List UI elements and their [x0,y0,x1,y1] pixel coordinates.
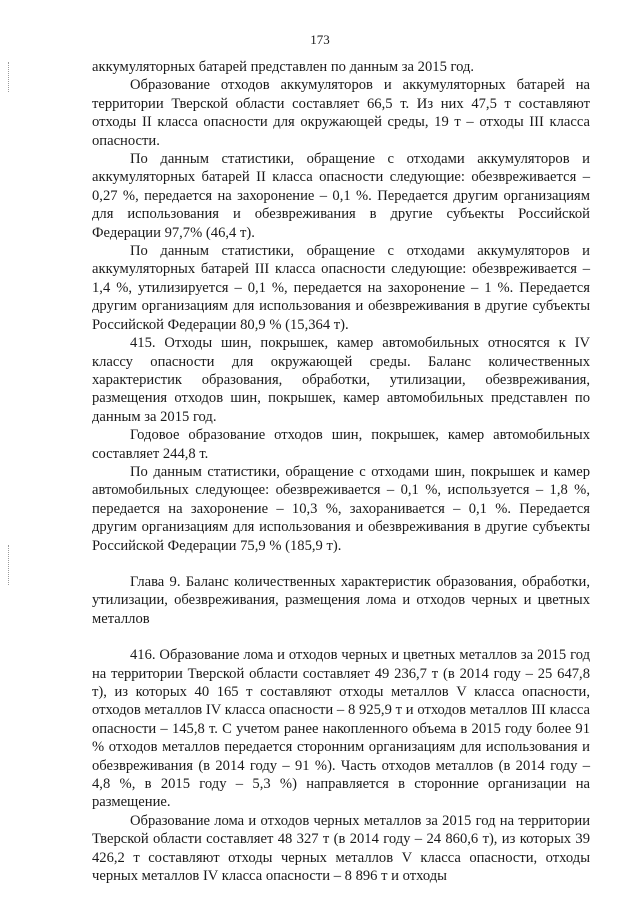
page-number: 173 [310,32,330,47]
left-margin-mark-lower [8,545,10,585]
paragraph-battery-class-2: По данным статистики, обращение с отходами аккумуляторов и аккумуляторных батарей II класса опасности следующие: обезвреживается – 0,27 %, передается на захоронение – 0,1 %. Передается другим организациям для использования и обезвреживания в другие субъекты Российской Федерации 97,7% (46,4 т). [92,151,590,241]
paragraph-battery-class-3: По данным статистики, обращение с отходами аккумуляторов и аккумуляторных батарей III класса опасности следующие: обезвреживается – 1,4 %, утилизируется – 0,1 %, передается на захоронение – 1 %. Передается другим организациям для использования и обезвреживания в другие субъекты Российской Федерации 80,9 % (15,364 т). [92,243,590,333]
paragraph-continuation: аккумуляторных батарей представлен по данным за 2015 год. [92,59,475,75]
paragraph-ferrous-metals: Образование лома и отходов черных металлов за 2015 год на территории Тверской области составляет 48 327 т (в 2014 году – 24 860,6 т), из которых 39 426,2 т составляют отходы черных металлов V класса опасности, отходы черных металлов IV класса опасности – 8 896 т и отходы [92,812,590,885]
paragraph-tires-annual: Годовое образование отходов шин, покрышек, камер автомобильных составляет 244,8 т. [92,427,590,462]
paragraph-415-tires: 415. Отходы шин, покрышек, камер автомобильных относятся к IV классу опасности для окружающей среды. Баланс количественных характеристик образования, обработки, утилизации, обезвреживания, размещения отходов шин, покрышек, камер автомобильных представлен по данным за 2015 год. [92,335,590,425]
paragraph-battery-waste-total: Образование отходов аккумуляторов и аккумуляторных батарей на территории Тверской области составляет 66,5 т. Из них 47,5 т составляют отходы II класса опасности для окружающей среды, 19 т – отходы III класса опасности. [92,77,590,149]
document-body [92,58,590,885]
chapter-9-heading: Глава 9. Баланс количественных характеристик образования, обработки, утилизации, обезвреживания, размещения лома и отходов черных и цветных металлов [92,573,590,627]
paragraph-416-metals: 416. Образование лома и отходов черных и цветных металлов за 2015 год на территории Тверской области составляет 49 236,7 т (в 2014 году – 25 647,8 т), из которых 40 165 т составляют отходы металлов V класса опасности, отходов металлов IV класса опасности – 8 925,9 т и отходов металлов III класса опасности – 145,8 т. С учетом ранее накопленного объема в 2015 году более 91 % отходов металлов передается сторонним организациям для использования и обезвреживания (в 2014 году – 91 %). Часть отходов металлов (в 2014 году – 4,8 %, в 2015 году – 5,3 %) направляется в сторонние организации на размещение. [92,647,590,811]
left-margin-mark-upper [8,62,10,92]
paragraph-tires-handling: По данным статистики, обращение с отходами шин, покрышек и камер автомобильных следующее: обезвреживается – 0,1 %, используется – 1,8 %, передается на захоронение – 10,3 %, захоранивается – 0,1 %. Передается другим организациям для использования и обезвреживания в другие субъекты Российской Федерации 75,9 % (185,9 т). [92,463,590,554]
